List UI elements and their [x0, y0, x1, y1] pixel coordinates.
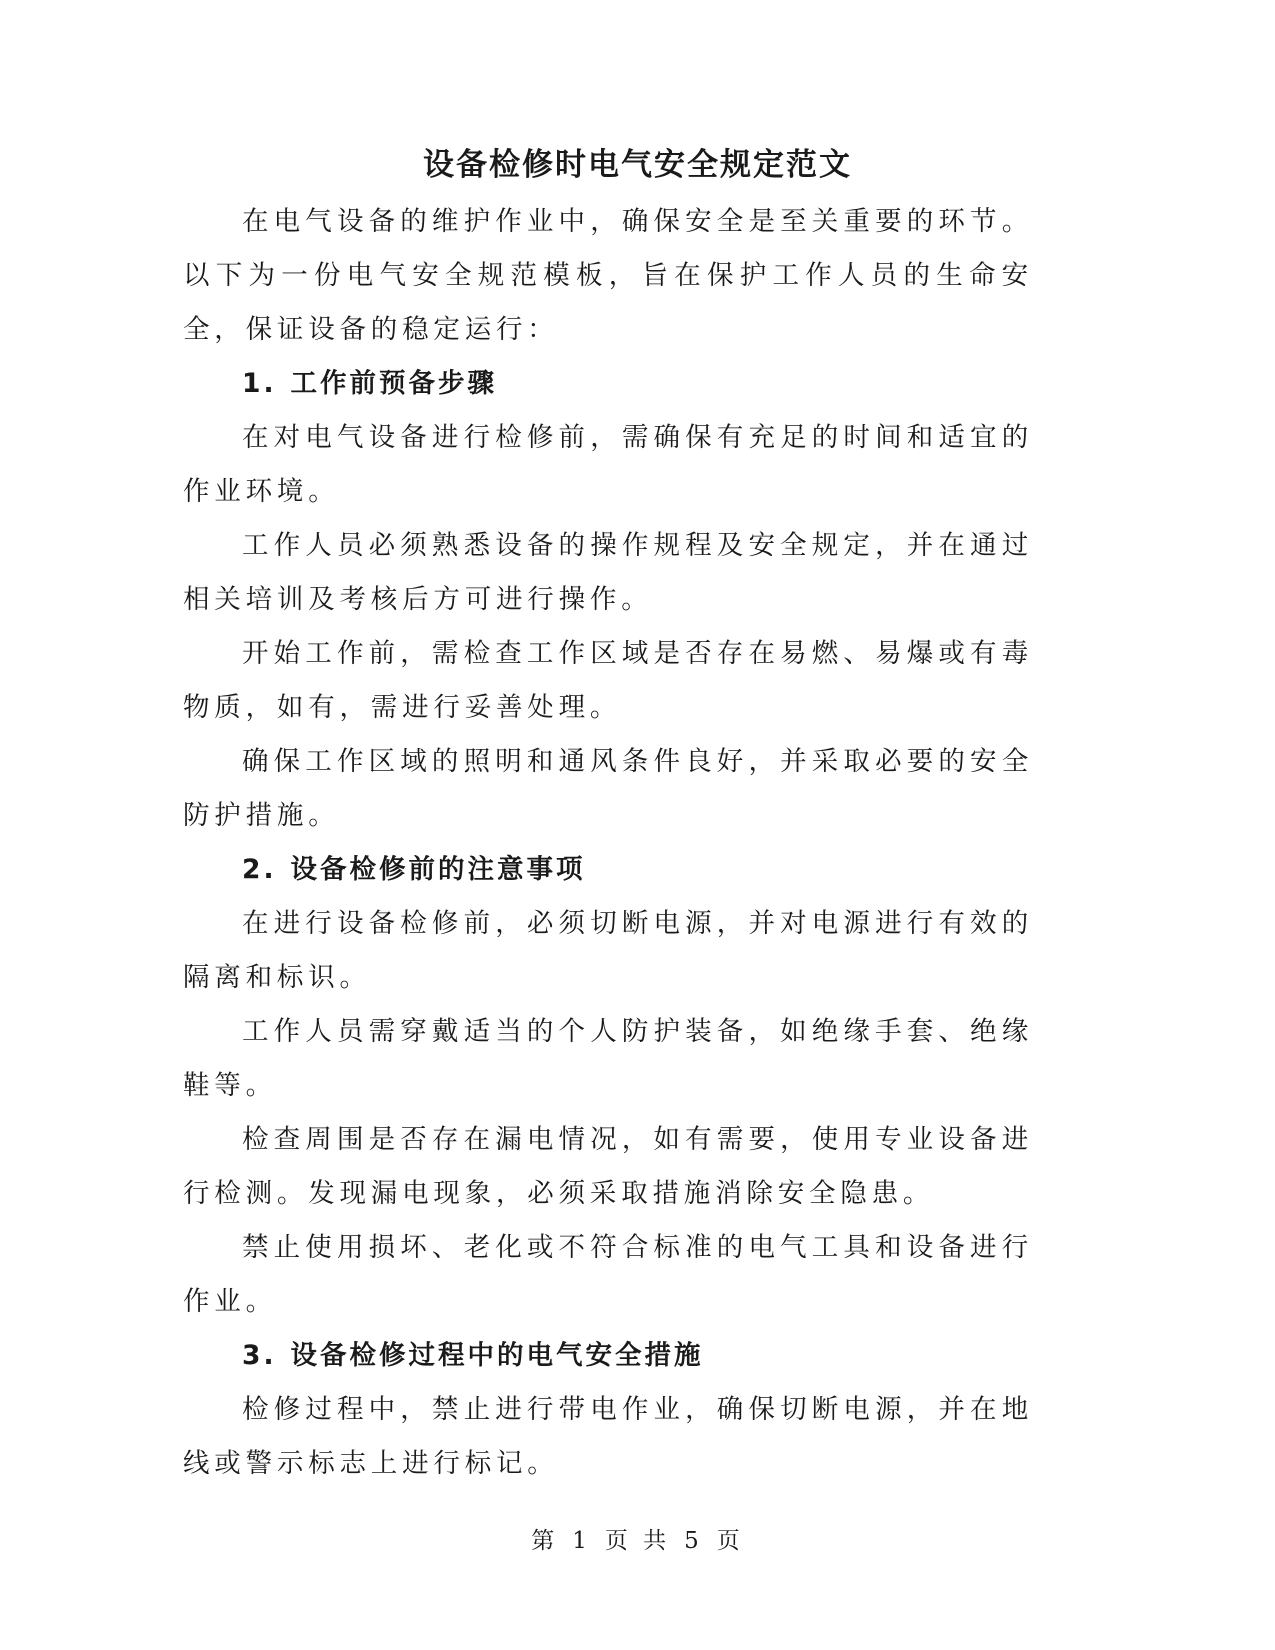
document-body [183, 195, 1033, 1491]
section-number: 1. [242, 368, 277, 399]
footer-current-page: 1 [572, 1528, 591, 1554]
section-paragraph: 检查周围是否存在漏电情况，如有需要，使用专业设备进行检测。发现漏电现象，必须采取措施消除安全隐患。 [183, 1124, 1033, 1209]
section-paragraph: 禁止使用损坏、老化或不符合标准的电气工具和设备进行作业。 [183, 1232, 1033, 1317]
footer-middle: 页 共 [604, 1528, 671, 1554]
section-number: 3. [242, 1340, 277, 1371]
section-number: 2. [242, 854, 277, 885]
footer-total-pages: 5 [684, 1528, 703, 1554]
section-paragraph: 工作人员需穿戴适当的个人防护装备，如绝缘手套、绝缘鞋等。 [183, 1016, 1033, 1101]
intro-paragraph: 在电气设备的维护作业中，确保安全是至关重要的环节。以下为一份电气安全规范模板，旨在保护工作人员的生命安全，保证设备的稳定运行： [183, 206, 1033, 345]
section-title: 设备检修过程中的电气安全措施 [290, 1340, 704, 1371]
footer-suffix: 页 [716, 1528, 744, 1554]
section-paragraph: 确保工作区域的照明和通风条件良好，并采取必要的安全防护措施。 [183, 746, 1033, 831]
section-paragraph: 检修过程中，禁止进行带电作业，确保切断电源，并在地线或警示标志上进行标记。 [183, 1394, 1033, 1479]
page-footer [0, 1525, 1275, 1557]
section-paragraph: 在进行设备检修前，必须切断电源，并对电源进行有效的隔离和标识。 [183, 908, 1033, 993]
footer-prefix: 第 [531, 1528, 559, 1554]
section-heading [183, 843, 1033, 897]
section-paragraph: 开始工作前，需检查工作区域是否存在易燃、易爆或有毒物质，如有，需进行妥善处理。 [183, 638, 1033, 723]
section-heading [183, 1329, 1033, 1383]
section-paragraph: 在对电气设备进行检修前，需确保有充足的时间和适宜的作业环境。 [183, 422, 1033, 507]
document-title: 设备检修时电气安全规定范文 [423, 147, 852, 183]
section-title: 工作前预备步骤 [290, 368, 498, 399]
section-paragraph: 工作人员必须熟悉设备的操作规程及安全规定，并在通过相关培训及考核后方可进行操作。 [183, 530, 1033, 615]
section-title: 设备检修前的注意事项 [290, 854, 586, 885]
section-heading [183, 357, 1033, 411]
